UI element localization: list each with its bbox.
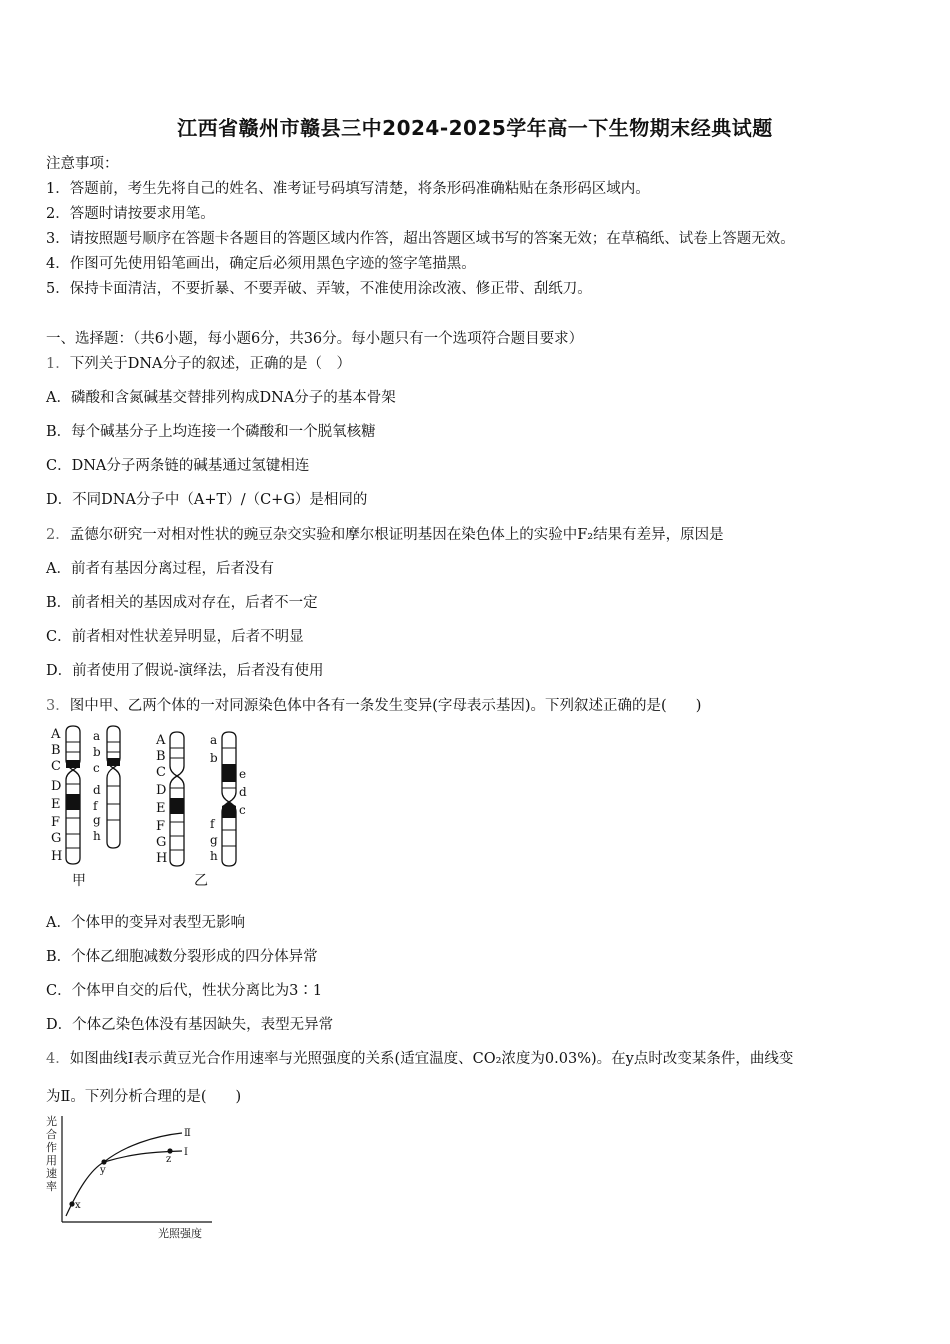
gene-label: H xyxy=(51,849,63,864)
option-d: D．不同DNA分子中（A+T）/（C+G）是相同的 xyxy=(46,492,368,508)
y-axis-label: 作 xyxy=(46,1141,57,1154)
gene-label: a xyxy=(210,733,218,747)
notice-item: 1．答题前，考生先将自己的姓名、准考证号码填写清楚，将条形码准确粘贴在条形码区域内。 xyxy=(46,181,650,197)
gene-label: g xyxy=(93,813,101,827)
figure-caption-jia: 甲 xyxy=(72,873,86,889)
question-number: 2． xyxy=(46,527,70,543)
notice-heading: 注意事项： xyxy=(46,156,119,172)
option-b: B．前者相关的基因成对存在，后者不一定 xyxy=(46,595,318,611)
gene-label: F xyxy=(51,815,61,830)
y-axis-label: 速 xyxy=(46,1167,57,1180)
option-a: A．磷酸和含氮碱基交替排列构成DNA分子的基本骨架 xyxy=(46,390,396,406)
gene-label: G xyxy=(51,831,62,846)
question-text: 图中甲、乙两个体的一对同源染色体中各有一条发生变异(字母表示基因)。下列叙述正确的是( ) xyxy=(69,698,702,714)
curve-label: Ⅰ xyxy=(184,1147,188,1158)
centromere xyxy=(222,802,236,818)
gene-label: B xyxy=(156,749,166,764)
option-b: B．每个碱基分子上均连接一个磷酸和一个脱氧核糖 xyxy=(46,424,376,440)
gene-label: E xyxy=(51,797,61,812)
gene-label: F xyxy=(156,819,166,834)
y-axis-label: 光 xyxy=(46,1115,57,1128)
gene-label: A xyxy=(51,727,61,742)
y-axis-label: 用 xyxy=(46,1154,57,1167)
option-c: C．DNA分子两条链的碱基通过氢键相连 xyxy=(46,458,310,474)
gene-label: C xyxy=(51,759,61,774)
point-y xyxy=(101,1159,106,1164)
curve-ii xyxy=(66,1133,182,1216)
point-label: z xyxy=(166,1154,172,1165)
gene-label: A xyxy=(156,733,166,748)
gene-label: G xyxy=(156,835,167,850)
light-curve-figure xyxy=(44,1112,219,1244)
point-label: y xyxy=(100,1165,106,1176)
point-x xyxy=(69,1201,74,1206)
question-4-continued: 为Ⅱ。下列分析合理的是( ) xyxy=(46,1089,242,1105)
figure-caption-yi: 乙 xyxy=(194,873,208,889)
option-b: B．个体乙细胞减数分裂形成的四分体异常 xyxy=(46,949,318,965)
question-1 xyxy=(46,352,351,373)
section-heading: 一、选择题：（共6小题，每小题6分，共36分。每小题只有一个选项符合题目要求） xyxy=(46,331,584,347)
question-4 xyxy=(46,1047,793,1068)
gene-label: h xyxy=(210,849,218,863)
page-title: 江西省赣州市赣县三中2024-2025学年高一下生物期末经典试题 xyxy=(177,116,773,140)
point-z xyxy=(167,1148,172,1153)
y-axis-label: 合 xyxy=(46,1128,57,1141)
gene-label: g xyxy=(210,833,218,847)
option-c: C．前者相对性状差异明显，后者不明显 xyxy=(46,629,304,645)
notice-item: 5．保持卡面清洁，不要折暴、不要弄破、弄皱，不准使用涂改液、修正带、刮纸刀。 xyxy=(46,281,592,297)
option-d: D．个体乙染色体没有基因缺失，表型无异常 xyxy=(46,1017,334,1033)
gene-label: c xyxy=(239,803,246,817)
option-a: A．前者有基因分离过程，后者没有 xyxy=(46,561,274,577)
gene-label: b xyxy=(93,745,101,759)
gene-label: d xyxy=(239,785,247,799)
option-d: D．前者使用了假说-演绎法，后者没有使用 xyxy=(46,663,324,679)
option-c: C．个体甲自交的后代，性状分离比为3∶1 xyxy=(46,983,323,999)
chromosome-figure xyxy=(46,722,256,892)
gene-label: b xyxy=(210,751,218,765)
notice-item: 2．答题时请按要求用笔。 xyxy=(46,206,215,222)
band xyxy=(222,764,236,782)
x-axis-label: 光照强度 xyxy=(158,1227,202,1240)
band xyxy=(170,798,184,814)
chromosome xyxy=(170,776,184,866)
gene-label: H xyxy=(156,851,168,866)
question-text: 如图曲线Ⅰ表示黄豆光合作用速率与光照强度的关系(适宜温度、CO₂浓度为0.03%)。在y点时改变某条件，曲线变 xyxy=(69,1051,794,1067)
band xyxy=(66,794,80,810)
gene-label: D xyxy=(156,783,167,798)
chromosome xyxy=(170,732,184,776)
option-a: A．个体甲的变异对表型无影响 xyxy=(46,915,245,931)
gene-label: f xyxy=(93,799,98,813)
notice-item: 4．作图可先使用铅笔画出，确定后必须用黑色字迹的签字笔描黑。 xyxy=(46,256,476,272)
chromosome xyxy=(107,768,120,848)
point-label: x xyxy=(75,1200,81,1211)
curve-label: Ⅱ xyxy=(184,1128,191,1139)
gene-label: d xyxy=(93,783,101,797)
notice-item: 3．请按照题号顺序在答题卡各题目的答题区域内作答，超出答题区域书写的答案无效；在草稿纸、试卷上答题无效。 xyxy=(46,231,795,247)
question-2 xyxy=(46,523,724,544)
gene-label: B xyxy=(51,743,61,758)
gene-label: D xyxy=(51,779,62,794)
gene-label: a xyxy=(93,729,101,743)
gene-label: C xyxy=(156,765,166,780)
question-number: 3． xyxy=(46,698,70,714)
centromere xyxy=(66,760,80,768)
question-text: 下列关于DNA分子的叙述，正确的是（ ） xyxy=(69,356,352,372)
question-text: 孟德尔研究一对相对性状的豌豆杂交实验和摩尔根证明基因在染色体上的实验中F₂结果有差异，原因是 xyxy=(69,527,724,543)
question-number: 1． xyxy=(46,356,70,372)
y-axis-label: 率 xyxy=(46,1180,57,1193)
gene-label: f xyxy=(210,817,215,831)
question-number: 4． xyxy=(46,1051,70,1067)
gene-label: E xyxy=(156,801,166,816)
question-3 xyxy=(46,694,701,715)
gene-label: c xyxy=(93,761,100,775)
centromere xyxy=(107,758,120,766)
gene-label: e xyxy=(239,767,247,781)
gene-label: h xyxy=(93,829,101,843)
